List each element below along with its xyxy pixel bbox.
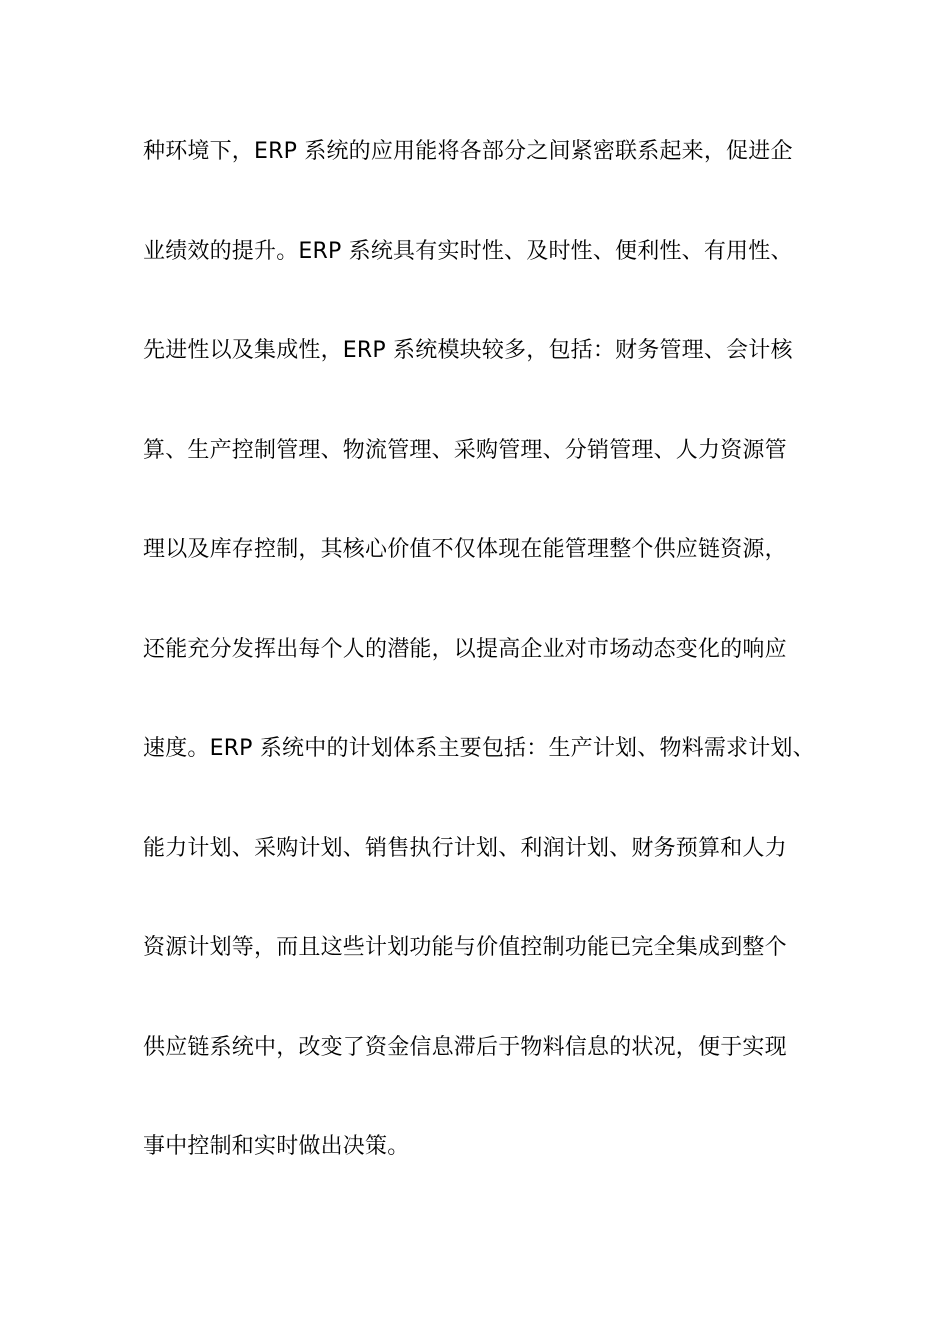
text-line-1: 种环境下，ERP 系统的应用能将各部分之间紧密联系起来，促进企	[143, 139, 793, 164]
text-line-2: 业绩效的提升。ERP 系统具有实时性、及时性、便利性、有用性、	[143, 238, 793, 264]
text-line-3: 先进性以及集成性，ERP 系统模块较多，包括：财务管理、会计核	[143, 338, 793, 363]
text-line-9: 资源计划等，而且这些计划功能与价值控制功能已完全集成到整个	[143, 935, 787, 960]
text-line-5: 理以及库存控制，其核心价值不仅体现在能管理整个供应链资源，	[143, 537, 787, 562]
body-paragraph	[143, 127, 843, 1222]
text-line-4: 算、生产控制管理、物流管理、采购管理、分销管理、人力资源管	[143, 437, 787, 463]
text-line-7: 速度。ERP 系统中的计划体系主要包括：生产计划、物料需求计划、	[143, 736, 815, 761]
text-line-8: 能力计划、采购计划、销售执行计划、利润计划、财务预算和人力	[143, 835, 787, 861]
text-line-11: 事中控制和实时做出决策。	[143, 1134, 410, 1159]
text-line-10: 供应链系统中，改变了资金信息滞后于物料信息的状况，便于实现	[143, 1034, 787, 1060]
text-line-6: 还能充分发挥出每个人的潜能，以提高企业对市场动态变化的响应	[143, 636, 787, 662]
